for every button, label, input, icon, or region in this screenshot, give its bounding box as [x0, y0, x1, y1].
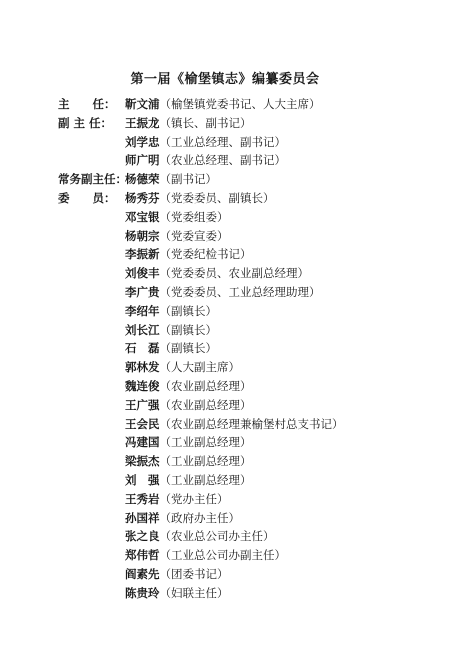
- member-info: [125, 135, 286, 149]
- member-name: 靳文浦: [125, 97, 160, 111]
- member-name: 李绍年: [125, 303, 160, 318]
- role-label: 副 主 任：: [58, 115, 113, 130]
- member-position: （党办主任）: [159, 491, 229, 506]
- committee-entry: [0, 172, 450, 191]
- committee-entry: [0, 379, 450, 398]
- committee-entry: [0, 360, 450, 379]
- member-position: （党委委员、农业副总经理）: [159, 266, 309, 281]
- member-info: [125, 398, 252, 412]
- member-info: [125, 360, 240, 374]
- committee-entry: [0, 435, 450, 454]
- member-position: （农业总经理、副书记）: [159, 153, 286, 168]
- member-position: （农业总公司办主任）: [159, 529, 275, 544]
- committee-entry: [0, 285, 450, 304]
- member-name: 师广明: [125, 153, 160, 168]
- committee-entry: [0, 97, 450, 116]
- member-info: [125, 153, 286, 167]
- member-name: 张之良: [125, 529, 160, 544]
- member-info: [125, 341, 217, 355]
- member-name: 王会民: [125, 416, 160, 431]
- member-position: （工业总公司办副主任）: [159, 548, 286, 563]
- committee-entry: [0, 247, 450, 266]
- committee-entry: [0, 511, 450, 530]
- member-position: （人大副主席）: [159, 360, 240, 375]
- member-position: （副书记）: [159, 172, 217, 187]
- committee-entry: [0, 323, 450, 342]
- committee-entry: [0, 210, 450, 229]
- committee-entry: [0, 492, 450, 511]
- member-position: （农业副总经理）: [159, 378, 252, 393]
- committee-entry: [0, 529, 450, 548]
- member-name: 郭林发: [125, 360, 160, 375]
- member-info: [125, 97, 321, 111]
- member-info: [125, 285, 321, 299]
- member-position: （工业副总经理）: [159, 472, 252, 487]
- member-info: [125, 379, 252, 393]
- committee-entry: [0, 116, 450, 135]
- committee-entry: [0, 191, 450, 210]
- member-info: [125, 247, 252, 261]
- member-info: [125, 172, 217, 186]
- member-position: （团委书记）: [159, 566, 229, 581]
- member-name: 李广贵: [125, 284, 160, 299]
- committee-entry: [0, 304, 450, 323]
- committee-entry: [0, 135, 450, 154]
- role-label: 常务副主任：: [58, 172, 127, 187]
- role-label: 委 员：: [58, 190, 116, 205]
- member-position: （工业副总经理）: [159, 454, 252, 469]
- member-name: 李振新: [125, 247, 160, 262]
- member-position: （工业副总经理）: [159, 435, 252, 450]
- member-info: [125, 548, 286, 562]
- member-name: 郑伟哲: [125, 548, 160, 563]
- committee-entry: [0, 586, 450, 605]
- member-name: 孙国祥: [125, 510, 160, 525]
- member-name: 杨朝宗: [125, 228, 160, 243]
- member-name: 刘长江: [125, 322, 160, 337]
- committee-entry: [0, 398, 450, 417]
- member-name: 王广强: [125, 397, 160, 412]
- member-name: 阎素先: [125, 566, 160, 581]
- committee-entry: [0, 567, 450, 586]
- member-position: （农业副总经理）: [159, 397, 252, 412]
- committee-entry: [0, 341, 450, 360]
- member-info: [125, 210, 229, 224]
- member-info: [125, 116, 252, 130]
- member-info: [125, 266, 309, 280]
- member-info: [125, 529, 275, 543]
- member-position: （党委委员、副镇长）: [159, 190, 275, 205]
- member-name: 王振龙: [125, 115, 160, 130]
- member-info: [125, 567, 229, 581]
- member-info: [125, 454, 252, 468]
- member-name: 杨德荣: [125, 172, 160, 187]
- member-info: [125, 492, 229, 506]
- committee-entry: [0, 473, 450, 492]
- committee-entry: [0, 229, 450, 248]
- member-name: 石 磊: [125, 341, 160, 356]
- member-name: 冯建国: [125, 435, 160, 450]
- member-position: （副镇长）: [159, 322, 217, 337]
- member-position: （党委委员、工业总经理助理）: [159, 284, 321, 299]
- member-info: [125, 304, 217, 318]
- member-info: [125, 417, 344, 431]
- member-position: （党委纪检书记）: [159, 247, 252, 262]
- member-name: 陈贵玲: [125, 585, 160, 600]
- member-position: （副镇长）: [159, 341, 217, 356]
- member-position: （妇联主任）: [159, 585, 229, 600]
- member-name: 刘俊丰: [125, 266, 160, 281]
- member-position: （榆堡镇党委书记、人大主席）: [159, 97, 321, 111]
- role-label: 主 任：: [58, 97, 116, 111]
- committee-entry: [0, 454, 450, 473]
- member-position: （工业总经理、副书记）: [159, 134, 286, 149]
- member-name: 刘 强: [125, 472, 160, 487]
- member-info: [125, 586, 229, 600]
- member-info: [125, 191, 275, 205]
- member-name: 邓宝银: [125, 209, 160, 224]
- member-position: （党委组委）: [159, 209, 229, 224]
- member-info: [125, 229, 229, 243]
- member-info: [125, 473, 252, 487]
- page-title: 第一届《榆堡镇志》编纂委员会: [130, 72, 320, 87]
- member-name: 梁振杰: [125, 454, 160, 469]
- member-position: （政府办主任）: [159, 510, 240, 525]
- member-name: 杨秀芬: [125, 190, 160, 205]
- member-name: 魏连俊: [125, 378, 160, 393]
- member-info: [125, 323, 217, 337]
- committee-entry: [0, 417, 450, 436]
- member-info: [125, 435, 252, 449]
- member-position: （镇长、副书记）: [159, 115, 252, 130]
- member-position: （农业副总经理兼榆堡村总支书记）: [159, 416, 344, 431]
- member-position: （党委宣委）: [159, 228, 229, 243]
- committee-entry: [0, 548, 450, 567]
- committee-list: [0, 97, 450, 605]
- committee-entry: [0, 153, 450, 172]
- committee-entry: [0, 266, 450, 285]
- member-position: （副镇长）: [159, 303, 217, 318]
- member-info: [125, 511, 240, 525]
- member-name: 刘学忠: [125, 134, 160, 149]
- member-name: 王秀岩: [125, 491, 160, 506]
